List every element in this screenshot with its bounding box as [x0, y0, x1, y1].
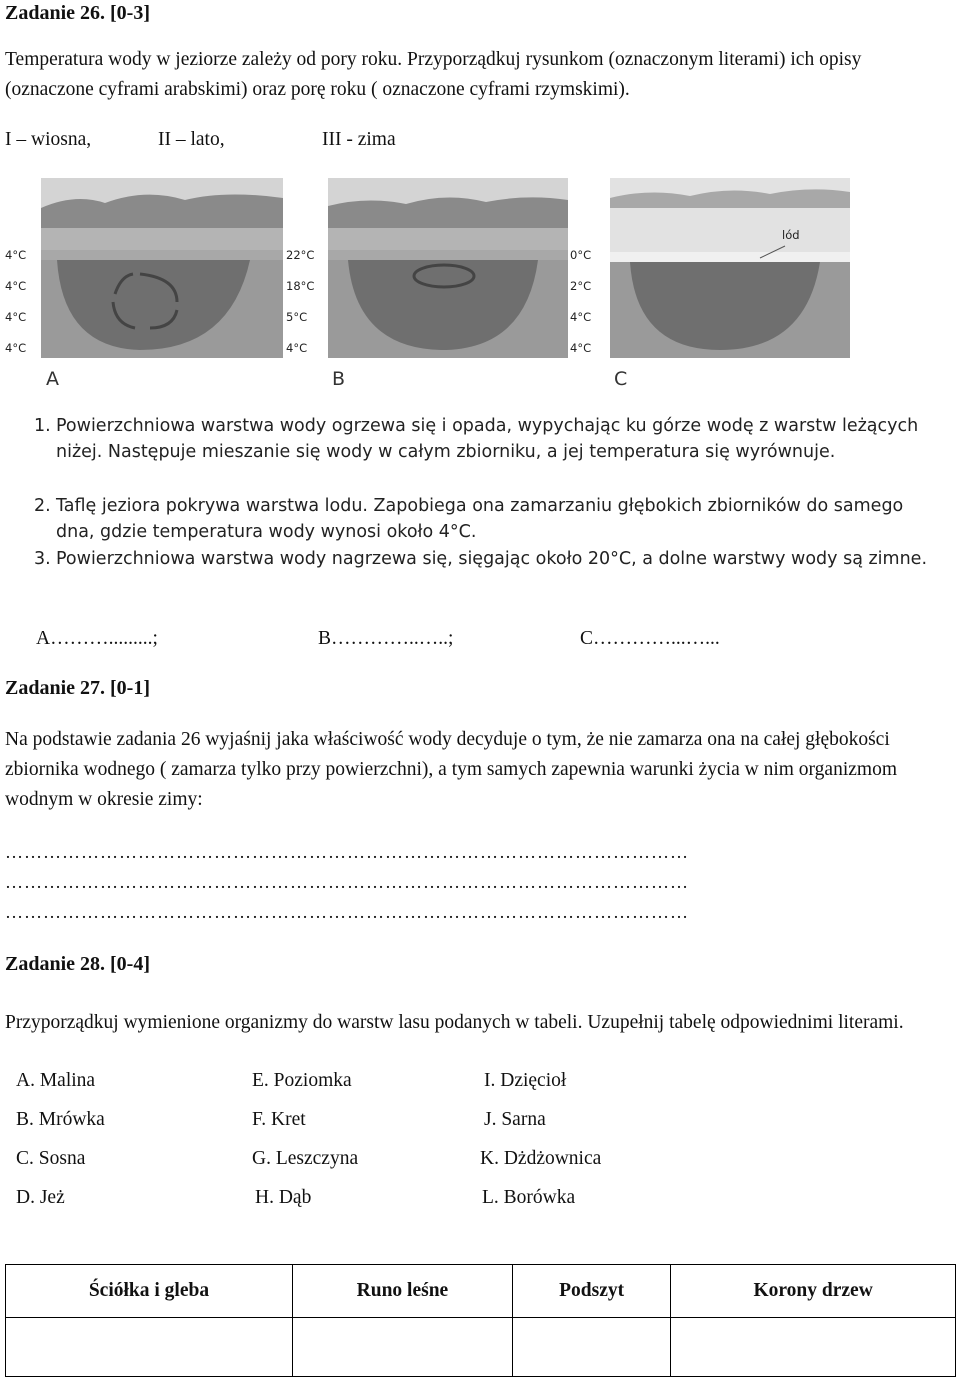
organism-k: K. Dżdżownica — [480, 1148, 602, 1169]
option-3-text: Powierzchniowa warstwa wody nagrzewa się, sięgając około 20°C, a dolne warstwy wody są zimne. — [56, 549, 928, 569]
organism-g: G. Leszczyna — [252, 1148, 359, 1169]
panel-letter-b: B — [332, 368, 346, 390]
season-summer: II – lato, — [158, 129, 225, 150]
option-2-number: 2. — [34, 496, 51, 516]
task-27-heading: Zadanie 27. [0-1] — [5, 677, 150, 699]
organism-d: D. Jeż — [16, 1187, 65, 1208]
option-1-number: 1. — [34, 416, 51, 436]
lake-diagram-c — [570, 178, 850, 358]
answer-a-blank[interactable]: A……….........; — [36, 628, 158, 649]
option-3-number: 3. — [34, 549, 51, 569]
lake-illustration-c — [570, 178, 850, 358]
task-28-text: Przyporządkuj wymienione organizmy do warstw lasu podanych w tabeli. Uzupełnij tabelę odpowiednimi literami. — [5, 1012, 904, 1033]
answer-b-blank[interactable]: B…………..…..; — [318, 628, 454, 649]
organism-h: H. Dąb — [255, 1187, 312, 1208]
answer-c-blank[interactable]: C…………...…... — [580, 628, 720, 649]
answer-cell-undergrowth[interactable] — [512, 1318, 670, 1377]
lake-illustration-b — [286, 178, 568, 358]
temp-a-2: 4°C — [5, 279, 27, 293]
header-litter-soil: Ściółka i gleba — [6, 1265, 293, 1318]
panel-letter-a: A — [46, 368, 59, 390]
answer-cell-canopy[interactable] — [671, 1318, 956, 1377]
temp-b-4: 4°C — [286, 341, 308, 355]
organism-f: F. Kret — [252, 1109, 306, 1130]
panel-letter-c: C — [614, 368, 628, 390]
temp-c-1: 0°C — [570, 248, 592, 262]
answer-line-3[interactable]: ……………………………………………………………………………………………… — [5, 902, 689, 922]
organism-b: B. Mrówka — [16, 1109, 105, 1130]
temp-a-1: 4°C — [5, 248, 27, 262]
season-spring: I – wiosna, — [5, 129, 92, 150]
temp-a-4: 4°C — [5, 341, 27, 355]
header-forest-floor: Runo leśne — [292, 1265, 512, 1318]
table-header-row — [6, 1265, 956, 1318]
organism-c: C. Sosna — [16, 1148, 86, 1169]
header-undergrowth: Podszyt — [512, 1265, 670, 1318]
organism-i: I. Dzięcioł — [484, 1070, 567, 1091]
temp-c-3: 4°C — [570, 310, 592, 324]
task-26-intro: Temperatura wody w jeziorze zależy od pory roku. Przyporządkuj rysunkom (oznaczonym literami) ich opisy (oznaczone cyframi arabskimi) oraz porę roku ( oznaczone cyframi rzymskimi). — [5, 49, 862, 100]
task-27-text: Na podstawie zadania 26 wyjaśnij jaka właściwość wody decyduje o tym, że nie zamarza ona na całej głębokości zbiornika wodnego ( zamarza tylko przy powierzchni), a tym samych zapewnia warunki życia w nim organizmom wodnym w okresie zimy: — [5, 729, 897, 810]
ice-label: lód — [782, 228, 800, 242]
header-canopy: Korony drzew — [671, 1265, 956, 1318]
answer-cell-litter-soil[interactable] — [6, 1318, 293, 1377]
table-answer-row — [6, 1318, 956, 1377]
lake-illustration-a — [5, 178, 283, 358]
task-26-heading: Zadanie 26. [0-3] — [5, 2, 150, 24]
temp-b-2: 18°C — [286, 279, 315, 293]
temp-b-1: 22°C — [286, 248, 315, 262]
temp-b-3: 5°C — [286, 310, 308, 324]
answer-line-2[interactable]: ……………………………………………………………………………………………… — [5, 872, 689, 892]
option-2-text: Taflę jeziora pokrywa warstwa lodu. Zapobiega ona zamarzaniu głębokich zbiorników do samego dna, gdzie temperatura wody wynosi około 4°C. — [56, 496, 904, 542]
task-28-heading: Zadanie 28. [0-4] — [5, 953, 150, 975]
organism-a: A. Malina — [16, 1070, 96, 1091]
organism-e: E. Poziomka — [252, 1070, 352, 1091]
option-1-text: Powierzchniowa warstwa wody ogrzewa się i opada, wypychając ku górze wodę z warstw leżących niżej. Następuje mieszanie się wody w całym zbiorniku, a jej temperatura się wyrównuje. — [56, 416, 919, 462]
answer-line-1[interactable]: ……………………………………………………………………………………………… — [5, 842, 689, 862]
temp-a-3: 4°C — [5, 310, 27, 324]
answer-cell-forest-floor[interactable] — [292, 1318, 512, 1377]
season-winter: III - zima — [322, 129, 396, 150]
organism-l: L. Borówka — [482, 1187, 576, 1208]
temp-c-2: 2°C — [570, 279, 592, 293]
temp-c-4: 4°C — [570, 341, 592, 355]
lake-diagram-b — [286, 178, 568, 358]
organism-j: J. Sarna — [484, 1109, 546, 1130]
forest-layers-table — [5, 1264, 956, 1377]
lake-diagram-a — [5, 178, 283, 358]
